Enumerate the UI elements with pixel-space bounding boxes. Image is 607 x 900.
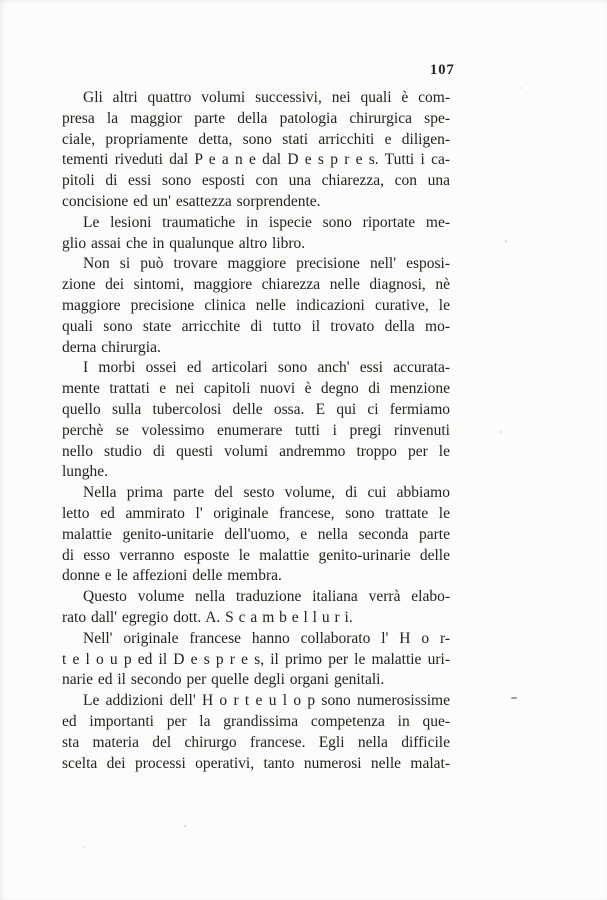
text-line: Nell' originale francese hanno collaborato l' H o r- <box>83 629 450 647</box>
text-line: ed importanti per la grandissima competenza in que- <box>62 712 450 730</box>
text-line: I morbi ossei ed articolari sono anch' essi accurata- <box>83 359 450 377</box>
text-line: Gli altri quattro volumi successivi, nei quali è com- <box>83 89 450 106</box>
text-line: presa la maggior parte della patologia chirurgica spe- <box>62 109 450 127</box>
text-line: t e l o u p ed il D e s p r e s, il primo per le malattie uri- <box>62 650 450 668</box>
text-line: donne e le affezioni delle membra. <box>62 567 282 585</box>
page-number: 107 <box>430 62 455 78</box>
text-line: Nella prima parte del sesto volume, di cui abbiamo <box>83 484 450 502</box>
paragraph-8 <box>62 691 450 774</box>
scan-speck <box>82 846 85 848</box>
text-line: Le lesioni traumatiche in ispecie sono riportate me- <box>83 213 450 231</box>
text-line: perchè se volessimo enumerare tutti i pregi rinvenuti <box>62 421 450 439</box>
text-line: rato dall' egregio dott. A. S c a m b e l l u r i. <box>62 608 353 626</box>
scan-speck <box>84 247 86 249</box>
text-line: ciale, propriamente detta, sono stati arricchiti e diligen- <box>62 130 450 148</box>
text-line: Non si può trovare maggiore precisione nell' esposi- <box>83 255 450 273</box>
text-line: pitoli di essi sono esposti con una chiarezza, con una <box>62 172 450 190</box>
paragraph-2 <box>62 213 450 255</box>
text-line: malattie genito-unitarie dell'uomo, e nella seconda parte <box>62 525 450 543</box>
text-line: maggiore precisione clinica nelle indicazioni curative, le <box>62 296 450 314</box>
text-line: scelta dei processi operativi, tanto numerosi nelle malat- <box>62 754 450 772</box>
scan-speck <box>520 87 522 89</box>
text-line: di esso verranno esposte le malattie genito-urinarie delle <box>62 546 450 564</box>
paragraph-6 <box>62 587 450 629</box>
paragraph-5 <box>62 483 450 587</box>
text-line: quali sono state arricchite di tutto il trovato della mo- <box>62 317 450 335</box>
scan-speck <box>184 825 186 827</box>
text-line: Le addizioni dell' H o r t e u l o p sono numerosissime <box>83 692 450 710</box>
paragraph-3 <box>62 254 450 358</box>
scan-speck <box>500 431 502 433</box>
scan-speck <box>511 697 517 699</box>
text-line: tementi riveduti dal P e a n e dal D e s p r e s. Tutti i ca- <box>62 151 450 169</box>
text-line: lunghe. <box>62 463 109 481</box>
paragraph-4 <box>62 358 450 483</box>
page-text <box>62 88 450 774</box>
text-line: Questo volume nella traduzione italiana verrà elabo- <box>83 588 450 606</box>
text-line: quello sulla tubercolosi delle ossa. E qui ci fermiamo <box>62 400 450 418</box>
text-line: sta materia del chirurgo francese. Egli nella difficile <box>62 733 450 751</box>
text-line: derna chirurgia. <box>62 338 161 356</box>
scan-speck <box>505 240 507 243</box>
text-line: narie ed il secondo per quelle degli organi genitali. <box>62 671 385 689</box>
paragraph-7 <box>62 629 450 691</box>
text-line: letto ed ammirato l' originale francese, sono trattate le <box>62 504 450 522</box>
text-line: glio assai che in qualunque altro libro. <box>62 234 306 252</box>
text-line: nello studio di questi volumi andremmo troppo per le <box>62 442 450 460</box>
text-line: concisione ed un' esattezza sorprendente. <box>62 192 321 210</box>
text-line: zione dei sintomi, maggiore chiarezza nelle diagnosi, nè <box>62 276 450 294</box>
paragraph-1 <box>62 88 450 213</box>
text-line: mente trattati e nei capitoli nuovi è degno di menzione <box>62 380 450 398</box>
